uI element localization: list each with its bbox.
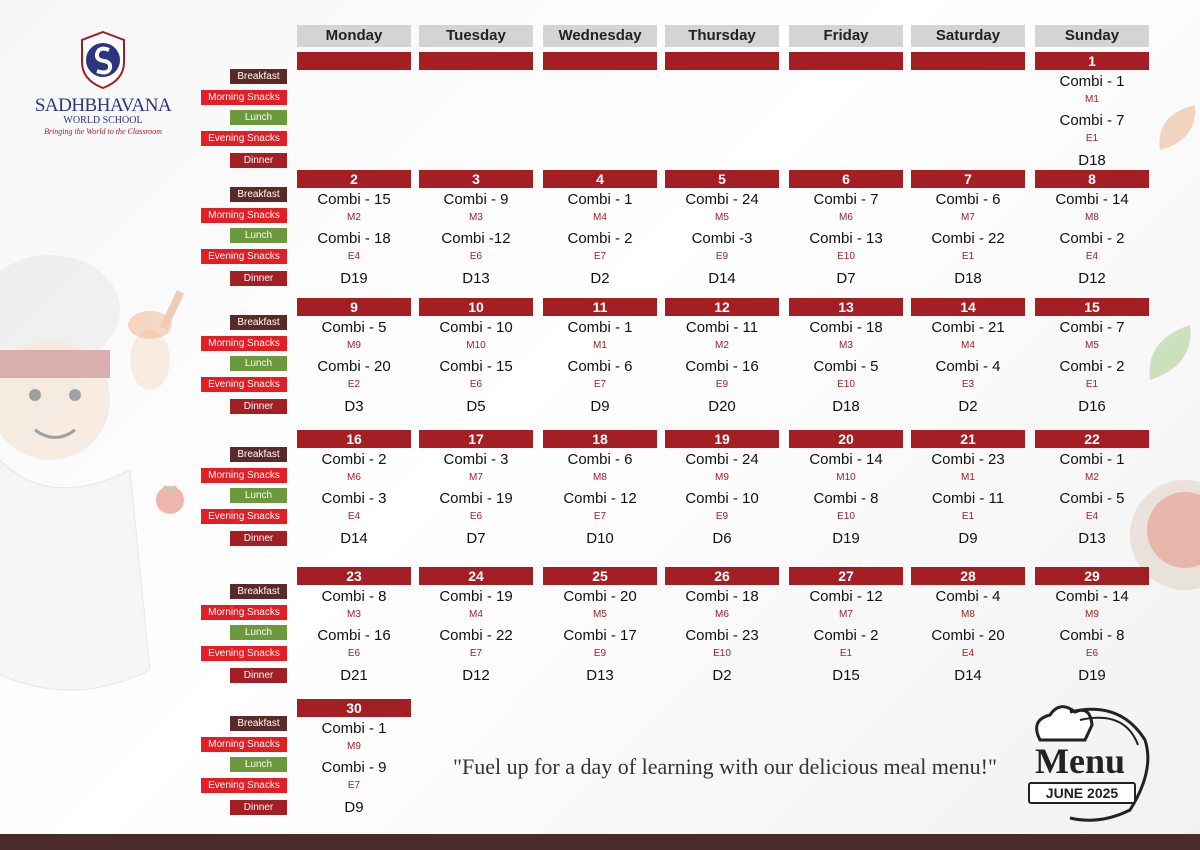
evening-snack-value: E9 bbox=[715, 251, 729, 262]
footer-bar bbox=[0, 834, 1200, 850]
meal-label-breakfast: Breakfast bbox=[230, 315, 287, 330]
tomato-decoration bbox=[150, 478, 190, 518]
breakfast-value: Combi - 20 bbox=[563, 588, 637, 605]
breakfast-value: Combi - 6 bbox=[935, 191, 1001, 208]
lunch-value: Combi - 9 bbox=[321, 759, 387, 776]
dinner-value: D13 bbox=[586, 667, 614, 684]
meal-label-evening-snacks: Evening Snacks bbox=[201, 131, 287, 146]
breakfast-value: Combi - 18 bbox=[685, 588, 759, 605]
dinner-value: D14 bbox=[340, 530, 368, 547]
morning-snack-value: M2 bbox=[1085, 472, 1099, 483]
menu-title: Menu bbox=[1035, 741, 1125, 781]
breakfast-value: Combi - 21 bbox=[931, 319, 1005, 336]
dinner-value: D18 bbox=[954, 270, 982, 287]
quote-text: "Fuel up for a day of learning with our delicious meal menu!" bbox=[453, 754, 997, 779]
date-bar: 26 bbox=[665, 567, 779, 585]
dinner-value: D2 bbox=[712, 667, 732, 684]
breakfast-value: Combi - 24 bbox=[685, 191, 759, 208]
evening-snack-value: E1 bbox=[1085, 133, 1099, 144]
meal-label-morning-snacks: Morning Snacks bbox=[201, 737, 287, 752]
breakfast-value: Combi - 14 bbox=[1055, 588, 1129, 605]
day-header-thursday: Thursday bbox=[665, 25, 779, 47]
lunch-value: Combi - 8 bbox=[1059, 627, 1125, 644]
dinner-value: D16 bbox=[1078, 398, 1106, 415]
dinner-value: D20 bbox=[708, 398, 736, 415]
lunch-value: Combi -3 bbox=[691, 230, 753, 247]
meal-label-dinner: Dinner bbox=[230, 271, 287, 286]
lunch-value: Combi - 16 bbox=[317, 627, 391, 644]
date-bar: 30 bbox=[297, 699, 411, 717]
meal-label-lunch: Lunch bbox=[230, 757, 287, 772]
breakfast-value: Combi - 12 bbox=[809, 588, 883, 605]
evening-snack-value: E3 bbox=[961, 379, 975, 390]
day-header-friday: Friday bbox=[789, 25, 903, 47]
evening-snack-value: E4 bbox=[1085, 511, 1099, 522]
date-bar: 13 bbox=[789, 298, 903, 316]
evening-snack-value: E7 bbox=[593, 379, 607, 390]
breakfast-value: Combi - 7 bbox=[813, 191, 879, 208]
date-bar: 9 bbox=[297, 298, 411, 316]
evening-snack-value: E7 bbox=[469, 648, 483, 659]
meal-label-breakfast: Breakfast bbox=[230, 584, 287, 599]
dinner-value: D13 bbox=[462, 270, 490, 287]
day-header-wednesday: Wednesday bbox=[543, 25, 657, 47]
dinner-value: D18 bbox=[832, 398, 860, 415]
meal-label-morning-snacks: Morning Snacks bbox=[201, 605, 287, 620]
evening-snack-value: E10 bbox=[713, 648, 731, 659]
breakfast-value: Combi - 1 bbox=[567, 191, 633, 208]
date-bar: 19 bbox=[665, 430, 779, 448]
day-header-tuesday: Tuesday bbox=[419, 25, 533, 47]
dinner-value: D3 bbox=[344, 398, 364, 415]
breakfast-value: Combi - 19 bbox=[439, 588, 513, 605]
meal-label-morning-snacks: Morning Snacks bbox=[201, 468, 287, 483]
dinner-value: D9 bbox=[344, 799, 364, 816]
morning-snack-value: M9 bbox=[1085, 609, 1099, 620]
evening-snack-value: E6 bbox=[469, 251, 483, 262]
morning-snack-value: M5 bbox=[593, 609, 607, 620]
evening-snack-value: E4 bbox=[347, 251, 361, 262]
lunch-value: Combi - 4 bbox=[935, 358, 1001, 375]
dinner-value: D9 bbox=[958, 530, 978, 547]
menu-month: JUNE 2025 bbox=[1028, 782, 1136, 804]
date-bar: 25 bbox=[543, 567, 657, 585]
meal-label-breakfast: Breakfast bbox=[230, 187, 287, 202]
breakfast-value: Combi - 15 bbox=[317, 191, 391, 208]
date-bar: 28 bbox=[911, 567, 1025, 585]
date-bar: 14 bbox=[911, 298, 1025, 316]
lunch-value: Combi - 15 bbox=[439, 358, 513, 375]
morning-snack-value: M5 bbox=[715, 212, 729, 223]
dinner-value: D14 bbox=[708, 270, 736, 287]
breakfast-value: Combi - 14 bbox=[809, 451, 883, 468]
breakfast-value: Combi - 2 bbox=[321, 451, 387, 468]
dinner-value: D5 bbox=[466, 398, 486, 415]
lunch-value: Combi - 2 bbox=[813, 627, 879, 644]
breakfast-value: Combi - 8 bbox=[321, 588, 387, 605]
school-logo bbox=[28, 30, 178, 138]
evening-snack-value: E9 bbox=[715, 511, 729, 522]
breakfast-value: Combi - 5 bbox=[321, 319, 387, 336]
meal-label-breakfast: Breakfast bbox=[230, 447, 287, 462]
meal-label-dinner: Dinner bbox=[230, 800, 287, 815]
evening-snack-value: E7 bbox=[593, 511, 607, 522]
morning-snack-value: M4 bbox=[469, 609, 483, 620]
dinner-value: D15 bbox=[832, 667, 860, 684]
date-bar: 15 bbox=[1035, 298, 1149, 316]
date-bar: 17 bbox=[419, 430, 533, 448]
school-name: SADHBHAVANA bbox=[34, 95, 172, 116]
morning-snack-value: M7 bbox=[839, 609, 853, 620]
breakfast-value: Combi - 24 bbox=[685, 451, 759, 468]
breakfast-value: Combi - 3 bbox=[443, 451, 509, 468]
lunch-value: Combi - 11 bbox=[931, 490, 1005, 507]
evening-snack-value: E1 bbox=[839, 648, 853, 659]
lunch-value: Combi - 13 bbox=[809, 230, 883, 247]
breakfast-value: Combi - 10 bbox=[439, 319, 513, 336]
dinner-value: D6 bbox=[712, 530, 732, 547]
date-bar: 22 bbox=[1035, 430, 1149, 448]
breakfast-value: Combi - 23 bbox=[931, 451, 1005, 468]
dinner-value: D10 bbox=[586, 530, 614, 547]
date-bar: 6 bbox=[789, 170, 903, 188]
breakfast-value: Combi - 6 bbox=[567, 451, 633, 468]
morning-snack-value: M4 bbox=[961, 340, 975, 351]
school-emblem-icon bbox=[78, 30, 128, 90]
dinner-value: D12 bbox=[1078, 270, 1106, 287]
lunch-value: Combi - 18 bbox=[317, 230, 391, 247]
date-bar bbox=[911, 52, 1025, 70]
lunch-value: Combi - 22 bbox=[931, 230, 1005, 247]
date-bar: 11 bbox=[543, 298, 657, 316]
evening-snack-value: E6 bbox=[469, 511, 483, 522]
lunch-value: Combi - 2 bbox=[1059, 358, 1125, 375]
lunch-value: Combi - 6 bbox=[567, 358, 633, 375]
meal-label-dinner: Dinner bbox=[230, 399, 287, 414]
date-bar: 21 bbox=[911, 430, 1025, 448]
evening-snack-value: E9 bbox=[593, 648, 607, 659]
evening-snack-value: E10 bbox=[837, 511, 855, 522]
morning-snack-value: M6 bbox=[347, 472, 361, 483]
dinner-value: D9 bbox=[590, 398, 610, 415]
morning-snack-value: M3 bbox=[469, 212, 483, 223]
dinner-value: D7 bbox=[836, 270, 856, 287]
meal-label-lunch: Lunch bbox=[230, 228, 287, 243]
lunch-value: Combi - 5 bbox=[813, 358, 879, 375]
breakfast-value: Combi - 18 bbox=[809, 319, 883, 336]
lunch-value: Combi - 3 bbox=[321, 490, 387, 507]
lunch-value: Combi - 5 bbox=[1059, 490, 1125, 507]
date-bar: 23 bbox=[297, 567, 411, 585]
date-bar: 8 bbox=[1035, 170, 1149, 188]
morning-snack-value: M10 bbox=[466, 340, 486, 351]
breakfast-value: Combi - 4 bbox=[935, 588, 1001, 605]
meal-label-breakfast: Breakfast bbox=[230, 69, 287, 84]
date-bar: 20 bbox=[789, 430, 903, 448]
evening-snack-value: E6 bbox=[347, 648, 361, 659]
breakfast-value: Combi - 1 bbox=[1059, 451, 1125, 468]
evening-snack-value: E6 bbox=[1085, 648, 1099, 659]
evening-snack-value: E6 bbox=[469, 379, 483, 390]
lunch-value: Combi - 12 bbox=[563, 490, 637, 507]
date-bar: 27 bbox=[789, 567, 903, 585]
date-bar: 18 bbox=[543, 430, 657, 448]
morning-snack-value: M10 bbox=[836, 472, 856, 483]
morning-snack-value: M8 bbox=[1085, 212, 1099, 223]
breakfast-value: Combi - 14 bbox=[1055, 191, 1129, 208]
dinner-value: D7 bbox=[466, 530, 486, 547]
meal-label-evening-snacks: Evening Snacks bbox=[201, 377, 287, 392]
meal-label-evening-snacks: Evening Snacks bbox=[201, 509, 287, 524]
meal-label-morning-snacks: Morning Snacks bbox=[201, 90, 287, 105]
school-subtitle: WORLD SCHOOL bbox=[63, 115, 143, 126]
meal-label-evening-snacks: Evening Snacks bbox=[201, 249, 287, 264]
evening-snack-value: E9 bbox=[715, 379, 729, 390]
meal-label-lunch: Lunch bbox=[230, 488, 287, 503]
dinner-value: D12 bbox=[462, 667, 490, 684]
lunch-value: Combi - 23 bbox=[685, 627, 759, 644]
date-bar: 10 bbox=[419, 298, 533, 316]
morning-snack-value: M6 bbox=[839, 212, 853, 223]
day-header-saturday: Saturday bbox=[911, 25, 1025, 47]
evening-snack-value: E7 bbox=[347, 780, 361, 791]
dinner-value: D19 bbox=[832, 530, 860, 547]
dinner-value: D2 bbox=[958, 398, 978, 415]
meal-label-breakfast: Breakfast bbox=[230, 716, 287, 731]
morning-snack-value: M3 bbox=[839, 340, 853, 351]
lunch-value: Combi - 20 bbox=[317, 358, 391, 375]
breakfast-value: Combi - 1 bbox=[321, 720, 387, 737]
date-bar: 12 bbox=[665, 298, 779, 316]
lunch-value: Combi - 2 bbox=[567, 230, 633, 247]
lunch-value: Combi - 16 bbox=[685, 358, 759, 375]
dinner-value: D21 bbox=[340, 667, 368, 684]
date-bar: 29 bbox=[1035, 567, 1149, 585]
morning-snack-value: M8 bbox=[593, 472, 607, 483]
meal-label-morning-snacks: Morning Snacks bbox=[201, 208, 287, 223]
meal-label-lunch: Lunch bbox=[230, 110, 287, 125]
evening-snack-value: E7 bbox=[593, 251, 607, 262]
evening-snack-value: E10 bbox=[837, 251, 855, 262]
lunch-value: Combi - 20 bbox=[931, 627, 1005, 644]
date-bar bbox=[297, 52, 411, 70]
date-bar bbox=[789, 52, 903, 70]
day-header-monday: Monday bbox=[297, 25, 411, 47]
morning-snack-value: M7 bbox=[961, 212, 975, 223]
dinner-value: D19 bbox=[340, 270, 368, 287]
evening-snack-value: E1 bbox=[961, 511, 975, 522]
dinner-value: D2 bbox=[590, 270, 610, 287]
morning-snack-value: M2 bbox=[347, 212, 361, 223]
meal-label-evening-snacks: Evening Snacks bbox=[201, 646, 287, 661]
meal-label-morning-snacks: Morning Snacks bbox=[201, 336, 287, 351]
breakfast-value: Combi - 9 bbox=[443, 191, 509, 208]
dinner-value: D13 bbox=[1078, 530, 1106, 547]
evening-snack-value: E4 bbox=[961, 648, 975, 659]
breakfast-value: Combi - 1 bbox=[567, 319, 633, 336]
morning-snack-value: M1 bbox=[593, 340, 607, 351]
morning-snack-value: M6 bbox=[715, 609, 729, 620]
date-bar: 1 bbox=[1035, 52, 1149, 70]
lunch-value: Combi -12 bbox=[441, 230, 511, 247]
breakfast-value: Combi - 11 bbox=[685, 319, 759, 336]
meal-label-dinner: Dinner bbox=[230, 153, 287, 168]
evening-snack-value: E1 bbox=[961, 251, 975, 262]
morning-snack-value: M8 bbox=[961, 609, 975, 620]
morning-snack-value: M9 bbox=[347, 340, 361, 351]
morning-snack-value: M1 bbox=[1085, 94, 1099, 105]
lunch-value: Combi - 8 bbox=[813, 490, 879, 507]
menu-badge bbox=[1010, 700, 1160, 825]
morning-snack-value: M2 bbox=[715, 340, 729, 351]
date-bar bbox=[665, 52, 779, 70]
meal-label-evening-snacks: Evening Snacks bbox=[201, 778, 287, 793]
date-bar bbox=[543, 52, 657, 70]
leaf-decoration bbox=[1140, 320, 1200, 390]
morning-snack-value: M4 bbox=[593, 212, 607, 223]
date-bar: 4 bbox=[543, 170, 657, 188]
evening-snack-value: E1 bbox=[1085, 379, 1099, 390]
lunch-value: Combi - 7 bbox=[1059, 112, 1125, 129]
date-bar: 5 bbox=[665, 170, 779, 188]
morning-snack-value: M9 bbox=[715, 472, 729, 483]
breakfast-value: Combi - 7 bbox=[1059, 319, 1125, 336]
morning-snack-value: M5 bbox=[1085, 340, 1099, 351]
lunch-value: Combi - 17 bbox=[563, 627, 637, 644]
leaf-decoration-top bbox=[1150, 100, 1200, 160]
evening-snack-value: E10 bbox=[837, 379, 855, 390]
meal-label-lunch: Lunch bbox=[230, 356, 287, 371]
evening-snack-value: E4 bbox=[1085, 251, 1099, 262]
dinner-value: D14 bbox=[954, 667, 982, 684]
evening-snack-value: E4 bbox=[347, 511, 361, 522]
school-tagline: Bringing the World to the Classroom bbox=[44, 127, 162, 136]
date-bar: 2 bbox=[297, 170, 411, 188]
lunch-value: Combi - 10 bbox=[685, 490, 759, 507]
dinner-value: D18 bbox=[1078, 152, 1106, 169]
date-bar: 16 bbox=[297, 430, 411, 448]
morning-snack-value: M3 bbox=[347, 609, 361, 620]
date-bar: 24 bbox=[419, 567, 533, 585]
meal-label-dinner: Dinner bbox=[230, 531, 287, 546]
meal-label-dinner: Dinner bbox=[230, 668, 287, 683]
morning-snack-value: M9 bbox=[347, 741, 361, 752]
meal-label-lunch: Lunch bbox=[230, 625, 287, 640]
lunch-value: Combi - 22 bbox=[439, 627, 513, 644]
spatula-decoration bbox=[120, 285, 200, 365]
dinner-value: D19 bbox=[1078, 667, 1106, 684]
breakfast-value: Combi - 1 bbox=[1059, 73, 1125, 90]
evening-snack-value: E2 bbox=[347, 379, 361, 390]
morning-snack-value: M7 bbox=[469, 472, 483, 483]
date-bar: 7 bbox=[911, 170, 1025, 188]
date-bar: 3 bbox=[419, 170, 533, 188]
day-header-sunday: Sunday bbox=[1035, 25, 1149, 47]
lunch-value: Combi - 2 bbox=[1059, 230, 1125, 247]
date-bar bbox=[419, 52, 533, 70]
morning-snack-value: M1 bbox=[961, 472, 975, 483]
lunch-value: Combi - 19 bbox=[439, 490, 513, 507]
